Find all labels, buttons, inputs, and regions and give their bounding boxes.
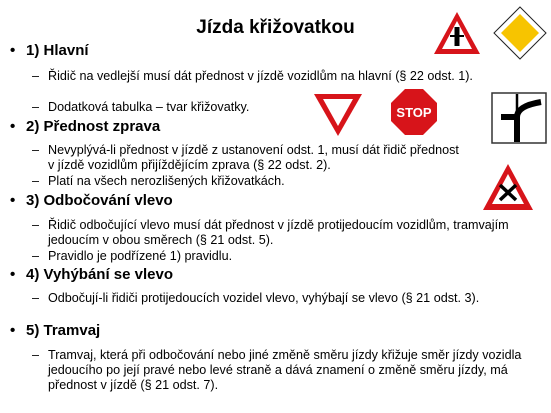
sub-bullet: – [32,100,40,114]
list-item [32,348,527,393]
sub-bullet: – [32,174,40,188]
list-item-text: Tramvaj, která při odbočování nebo jiné změně směru jízdy křižuje směr jízdy vozidla jedoucího po její pravé nebo levé straně a dává znamení o změně směru jízdy, má přednost v jízdě (§ 21 odst. 7). [48,348,522,392]
list-item [32,218,537,248]
list-item-text: Řidič odbočující vlevo musí dát přednost v jízdě protijedoucím vozidlům, tramvajím jedoucím v obou směrech (§ 21 odst. 5). [48,218,509,247]
priority-road-sign-icon [493,6,547,60]
list-item [32,291,507,306]
section-4-heading [10,266,173,283]
bullet: • [10,322,16,339]
sub-bullet: – [32,143,40,157]
list-item-text: Dodatková tabulka – tvar křižovatky. [48,100,250,114]
section-heading-text: 5) Tramvaj [26,322,101,339]
sub-bullet: – [32,69,40,83]
section-heading-text: 3) Odbočování vlevo [26,192,173,209]
give-way-sign-icon [312,92,364,138]
list-item-text: Nevyplývá-li přednost v jízdě z ustanovení odst. 1, musí dát řidič přednost v jízdě vozidlům přijíždějícím zprava (§ 22 odst. 2). [48,143,459,172]
stop-sign-label: STOP [396,105,432,120]
section-1-heading [10,42,89,59]
list-item [32,143,467,173]
section-2-heading [10,118,160,135]
crossroads-warning-sign-icon [481,162,535,212]
sub-bullet: – [32,348,40,362]
list-item-text: Odbočují-li řidiči protijedoucích vozidel vlevo, vyhýbají se vlevo (§ 21 odst. 3). [48,291,480,305]
list-item-text: Platí na všech nerozlišených křižovatkách. [48,174,285,188]
section-heading-text: 1) Hlavní [26,42,89,59]
section-heading-text: 4) Vyhýbání se vlevo [26,266,174,283]
bullet: • [10,192,16,209]
sub-bullet: – [32,218,40,232]
main-road-crossing-sign-icon [432,10,482,56]
sub-bullet: – [32,291,40,305]
page-title: Jízda křižovatkou [196,17,355,38]
bullet: • [10,266,16,283]
junction-shape-plate-icon [491,92,547,144]
section-5-heading [10,322,100,339]
sub-bullet: – [32,249,40,263]
stop-sign-icon [388,86,440,138]
list-item [32,69,502,84]
list-item [32,249,502,264]
section-heading-text: 2) Přednost zprava [26,118,161,135]
list-item-text: Řidič na vedlejší musí dát přednost v jízdě vozidlům na hlavní (§ 22 odst. 1). [48,69,473,83]
bullet: • [10,42,16,59]
bullet: • [10,118,16,135]
list-item-text: Pravidlo je podřízené 1) pravidlu. [48,249,233,263]
list-item [32,174,467,189]
section-3-heading [10,192,173,209]
